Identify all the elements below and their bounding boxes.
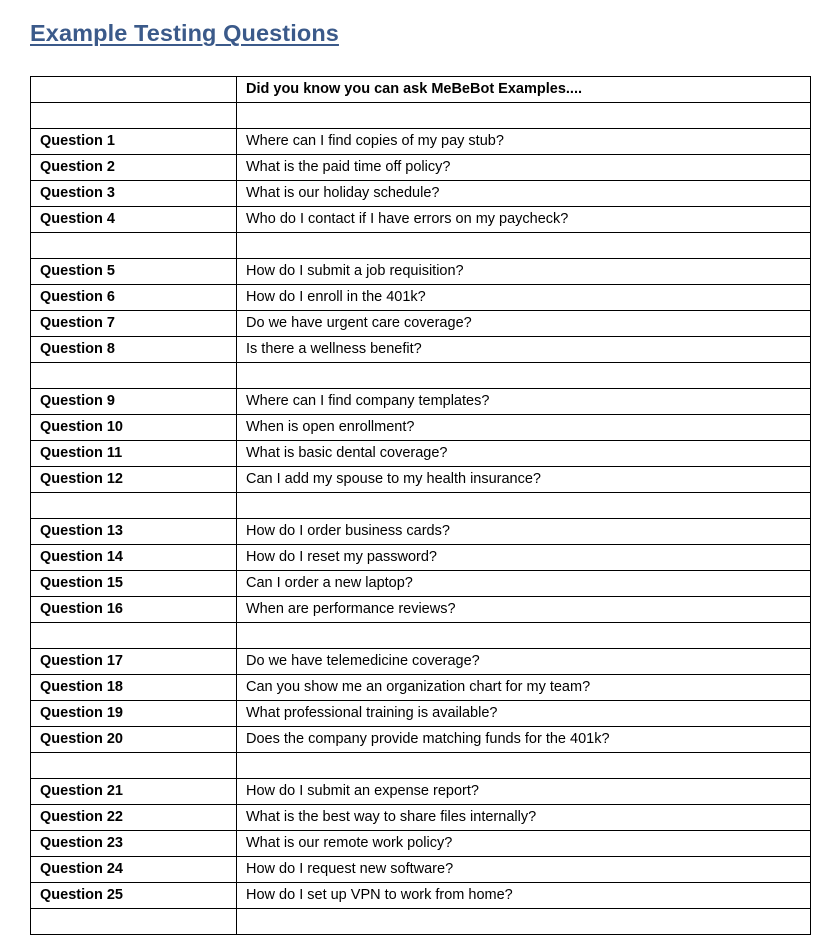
spacer-cell — [237, 233, 811, 259]
question-row — [31, 415, 811, 441]
question-label: Question 25 — [31, 883, 237, 909]
question-label: Question 14 — [31, 545, 237, 571]
question-label: Question 18 — [31, 675, 237, 701]
spacer-row — [31, 233, 811, 259]
question-text: How do I order business cards? — [237, 519, 811, 545]
question-label: Question 22 — [31, 805, 237, 831]
question-text: Do we have telemedicine coverage? — [237, 649, 811, 675]
question-text: Where can I find copies of my pay stub? — [237, 129, 811, 155]
question-label: Question 19 — [31, 701, 237, 727]
questions-table-body — [31, 77, 811, 935]
question-row — [31, 649, 811, 675]
question-label: Question 16 — [31, 597, 237, 623]
spacer-cell — [31, 233, 237, 259]
questions-table — [30, 76, 811, 935]
question-label: Question 13 — [31, 519, 237, 545]
question-row — [31, 181, 811, 207]
question-text: How do I submit a job requisition? — [237, 259, 811, 285]
question-text: Do we have urgent care coverage? — [237, 311, 811, 337]
question-text: When is open enrollment? — [237, 415, 811, 441]
spacer-row — [31, 909, 811, 935]
question-row — [31, 467, 811, 493]
question-text: Can you show me an organization chart for my team? — [237, 675, 811, 701]
question-text: Is there a wellness benefit? — [237, 337, 811, 363]
spacer-row — [31, 363, 811, 389]
spacer-cell — [31, 103, 237, 129]
question-label: Question 7 — [31, 311, 237, 337]
question-text: When are performance reviews? — [237, 597, 811, 623]
question-text: What professional training is available? — [237, 701, 811, 727]
question-text: What is the paid time off policy? — [237, 155, 811, 181]
table-header: Did you know you can ask MeBeBot Examples.... — [237, 77, 811, 103]
question-row — [31, 857, 811, 883]
question-row — [31, 571, 811, 597]
question-row — [31, 597, 811, 623]
question-text: How do I reset my password? — [237, 545, 811, 571]
spacer-cell — [31, 909, 237, 935]
question-label: Question 5 — [31, 259, 237, 285]
question-text: Can I add my spouse to my health insurance? — [237, 467, 811, 493]
spacer-cell — [237, 623, 811, 649]
spacer-cell — [237, 493, 811, 519]
question-row — [31, 519, 811, 545]
question-label: Question 3 — [31, 181, 237, 207]
question-label: Question 20 — [31, 727, 237, 753]
spacer-cell — [237, 753, 811, 779]
question-text: How do I set up VPN to work from home? — [237, 883, 811, 909]
question-label: Question 12 — [31, 467, 237, 493]
question-label: Question 1 — [31, 129, 237, 155]
question-text: How do I request new software? — [237, 857, 811, 883]
header-row — [31, 77, 811, 103]
spacer-row — [31, 753, 811, 779]
question-label: Question 9 — [31, 389, 237, 415]
question-text: Where can I find company templates? — [237, 389, 811, 415]
question-row — [31, 545, 811, 571]
question-row — [31, 675, 811, 701]
question-label: Question 8 — [31, 337, 237, 363]
question-label: Question 4 — [31, 207, 237, 233]
question-text: Who do I contact if I have errors on my paycheck? — [237, 207, 811, 233]
question-label: Question 24 — [31, 857, 237, 883]
question-text: How do I enroll in the 401k? — [237, 285, 811, 311]
question-label: Question 23 — [31, 831, 237, 857]
question-text: How do I submit an expense report? — [237, 779, 811, 805]
question-row — [31, 883, 811, 909]
question-row — [31, 701, 811, 727]
question-row — [31, 337, 811, 363]
question-label: Question 10 — [31, 415, 237, 441]
question-text: Does the company provide matching funds for the 401k? — [237, 727, 811, 753]
spacer-row — [31, 623, 811, 649]
question-row — [31, 831, 811, 857]
question-label: Question 17 — [31, 649, 237, 675]
spacer-cell — [31, 753, 237, 779]
question-label: Question 6 — [31, 285, 237, 311]
spacer-cell — [237, 909, 811, 935]
question-text: What is the best way to share files internally? — [237, 805, 811, 831]
question-row — [31, 155, 811, 181]
question-row — [31, 129, 811, 155]
spacer-cell — [237, 363, 811, 389]
question-text: What is basic dental coverage? — [237, 441, 811, 467]
question-text: Can I order a new laptop? — [237, 571, 811, 597]
spacer-cell — [31, 363, 237, 389]
question-label: Question 15 — [31, 571, 237, 597]
question-row — [31, 311, 811, 337]
question-row — [31, 805, 811, 831]
question-row — [31, 259, 811, 285]
question-text: What is our remote work policy? — [237, 831, 811, 857]
question-label: Question 2 — [31, 155, 237, 181]
spacer-row — [31, 103, 811, 129]
question-row — [31, 441, 811, 467]
question-row — [31, 207, 811, 233]
question-row — [31, 779, 811, 805]
header-blank-cell — [31, 77, 237, 103]
question-row — [31, 285, 811, 311]
spacer-cell — [31, 493, 237, 519]
spacer-cell — [31, 623, 237, 649]
document-title: Example Testing Questions — [30, 20, 339, 46]
question-text: What is our holiday schedule? — [237, 181, 811, 207]
spacer-row — [31, 493, 811, 519]
spacer-cell — [237, 103, 811, 129]
question-row — [31, 389, 811, 415]
question-row — [31, 727, 811, 753]
question-label: Question 11 — [31, 441, 237, 467]
question-label: Question 21 — [31, 779, 237, 805]
